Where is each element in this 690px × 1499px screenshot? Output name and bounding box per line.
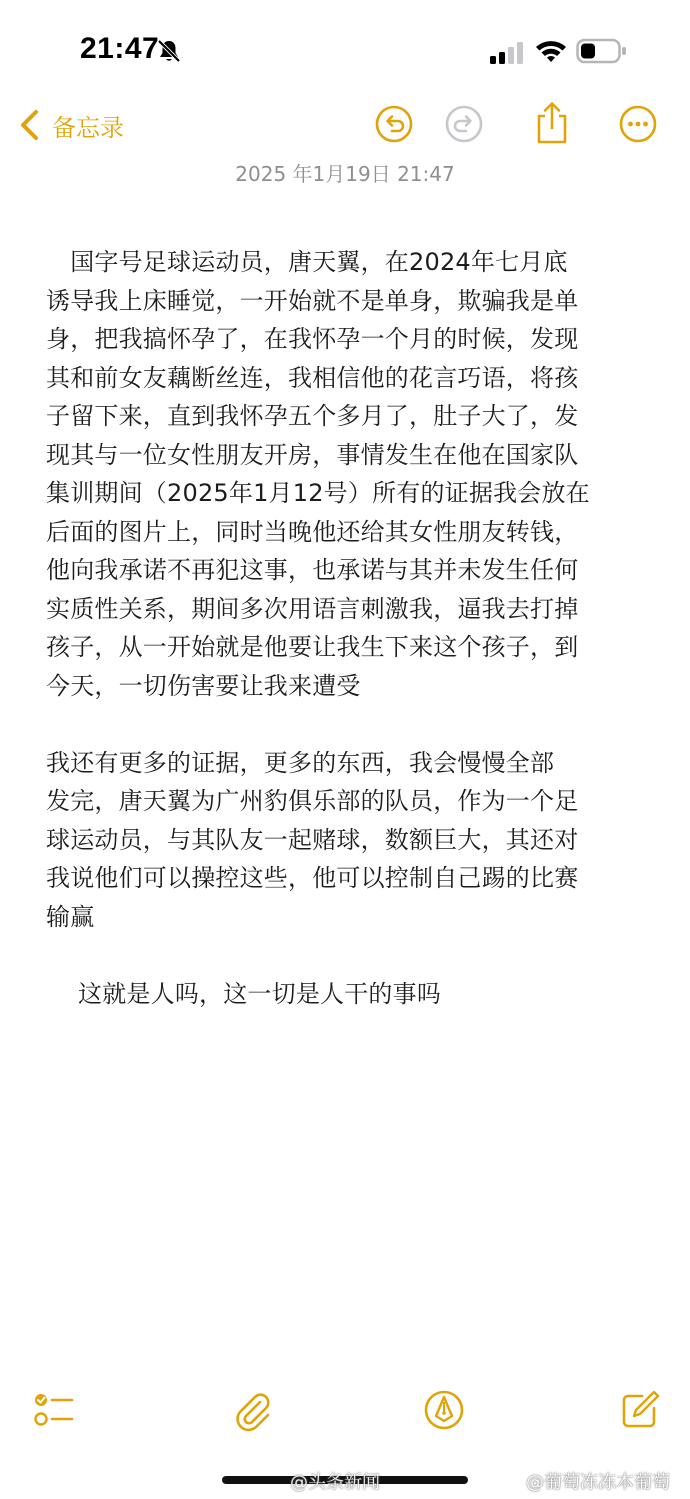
paragraph-gap <box>46 705 646 744</box>
wifi-icon <box>534 38 568 64</box>
cellular-signal-icon <box>490 42 526 64</box>
note-paragraph: 我还有更多的证据，更多的东西，我会慢慢全部 发完，唐天翼为广州豹俱乐部的队员，作为一个足 球运动员，与其队友一起赌球，数额巨大，其还对 我说他们可以操控这些，他可以控制自己踢的比赛 输赢 <box>46 748 579 931</box>
note-paragraph: 这就是人吗，这一切是人干的事吗 <box>46 979 442 1008</box>
bell-slash-icon <box>156 38 182 64</box>
nav-bar <box>0 100 690 150</box>
chevron-left-icon <box>18 108 42 142</box>
back-button[interactable] <box>18 104 124 146</box>
back-label: 备忘录 <box>52 113 124 142</box>
watermark-right: @葡萄冻冻本葡萄 <box>526 1472 670 1493</box>
checklist-icon[interactable] <box>32 1388 76 1432</box>
status-time: 21:47 <box>80 32 160 65</box>
redo-icon[interactable] <box>444 104 484 144</box>
paragraph-gap <box>46 936 646 975</box>
note-paragraph: 国字号足球运动员，唐天翼，在2024年七月底 诱导我上床睡觉，一开始就不是单身，欺骗我是单 身，把我搞怀孕了，在我怀孕一个月的时候，发现 其和前女友藕断丝连，我相信他的花言巧语，将孩 子留下来，直到我怀孕五个多月了，肚子大了，发 现其与一位女性朋友开房，事情发生在他在国家队 集训期间（2025年1月12号）所有的证据我会放在 后面的图片上，同时当晚他还给其女性朋友转钱， 他向我承诺不再犯这事，也承诺与其并未发生任何 实质性关系，期间多次用语言刺激我，逼我去打掉 孩子，从一开始就是他要让我生下来这个孩子，到 今天，一切伤害要让我来遭受 <box>46 248 590 700</box>
undo-icon[interactable] <box>374 104 414 144</box>
share-icon[interactable] <box>532 100 572 146</box>
status-bar <box>0 0 690 100</box>
note-body[interactable] <box>46 243 646 1013</box>
more-icon[interactable] <box>618 104 658 144</box>
paperclip-icon[interactable] <box>230 1388 274 1432</box>
battery-icon <box>576 38 628 64</box>
bottom-toolbar <box>0 1388 690 1438</box>
watermark-left: @头条新闻 <box>290 1472 380 1493</box>
note-date: 2025 年1月19日 21:47 <box>235 162 455 186</box>
pen-tip-icon[interactable] <box>422 1388 466 1432</box>
compose-icon[interactable] <box>618 1388 662 1432</box>
